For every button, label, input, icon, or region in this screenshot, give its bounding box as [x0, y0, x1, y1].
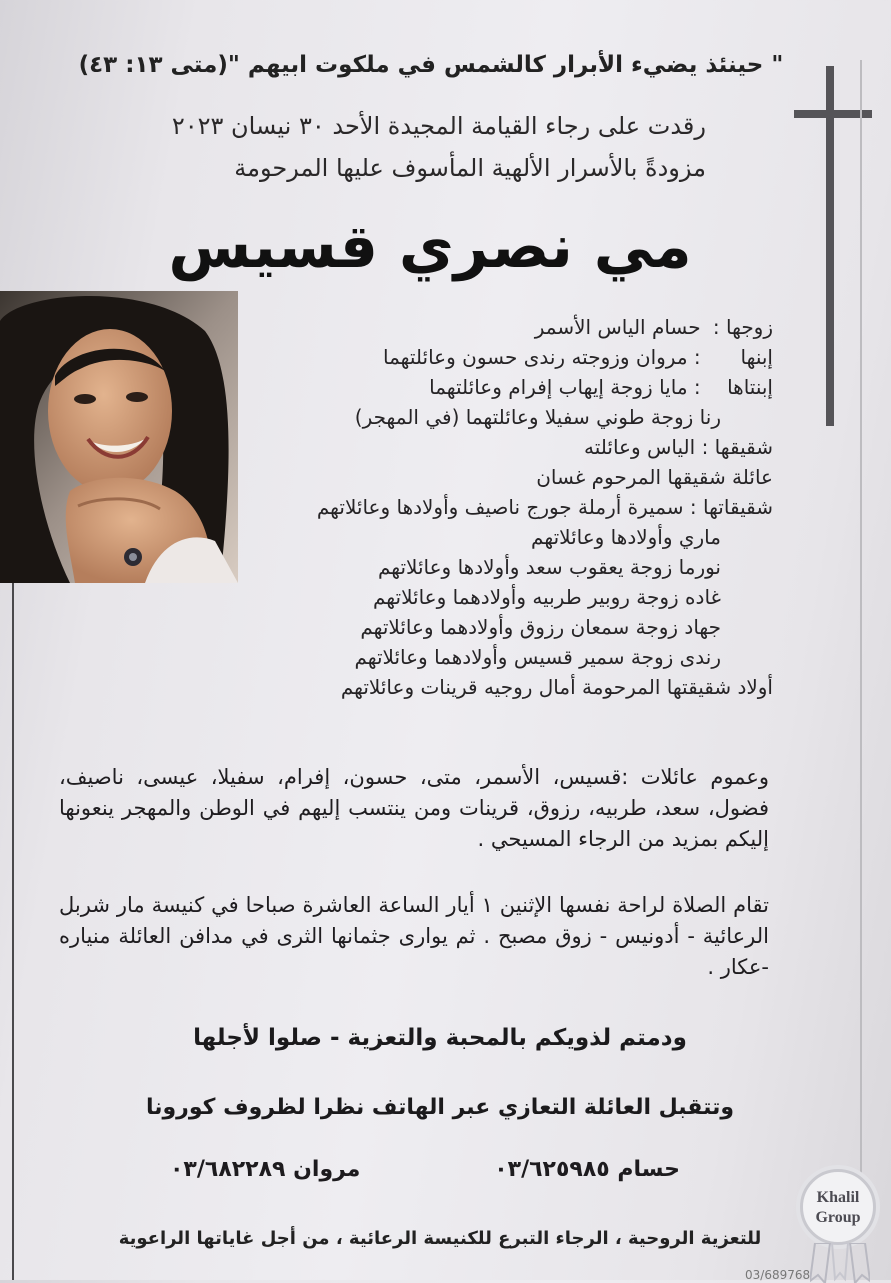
son-name: : مروان وزوجته رندى حسون وعائلتهما: [382, 345, 701, 369]
khalil-group-seal: [796, 1165, 891, 1280]
families-paragraph: وعموم عائلات :قسيس، الأسمر، متى، حسون، إفرام، سفيلا، عيسى، ناصيف، فضول، سعد، طربيه، رزوق، قرينات ومن ينتسب إليهم في الوطن والمهجر ينعونها إليكم بمزيد من الرجاء المسيحي .: [59, 765, 769, 851]
seal-line-2: Group: [815, 1209, 861, 1226]
son-label: إبنها: [740, 345, 773, 369]
intro-date-line: رقدت على رجاء القيامة المجيدة الأحد ٣٠ نيسان ٢٠٢٣: [171, 112, 706, 140]
sisters-label: شقيقاتها :: [689, 495, 773, 519]
family-row-sister-4: [317, 582, 721, 612]
family-row-late-sister-children: [317, 672, 773, 702]
sister-2: ماري وأولادها وعائلاتهم: [531, 525, 721, 549]
family-row-daughters: [317, 372, 773, 402]
sister-3: نورما زوجة يعقوب سعد وأولادها وعائلاتهم: [377, 555, 721, 579]
phone-condolences-line: وتتقبل العائلة التعازي عبر الهاتف نظرا لظروف كورونا: [145, 1095, 735, 1120]
family-row-sister-5: [317, 612, 721, 642]
family-row-brother-2: [317, 462, 773, 492]
daughter-1: : مايا زوجة إيهاب إفرام وعائلتهما: [429, 375, 701, 399]
brother-name: الياس وعائلته: [584, 435, 696, 459]
deceased-name: مي نصري قسيس: [168, 212, 692, 282]
late-brother: عائلة شقيقها المرحوم غسان: [536, 465, 773, 489]
sister-1: سميرة أرملة جورج ناصيف وأولادها وعائلاتهم: [316, 495, 684, 519]
seal-ribbon-icon: [810, 1243, 870, 1283]
sister-5: جهاد زوجة سمعان رزوق وأولادهما وعائلاتهم: [360, 615, 721, 639]
brother-label: شقيقها :: [701, 435, 773, 459]
phone-numbers: [150, 1157, 710, 1187]
donation-footer: للتعزية الروحية ، الرجاء التبرع للكنيسة الرعائية ، من أجل غاياتها الراعوية: [118, 1228, 762, 1249]
family-list: [317, 312, 773, 702]
husband-phone: حسام ٠٣/٦٢٥٩٨٥: [494, 1157, 680, 1182]
cross-icon: [826, 66, 834, 426]
sister-4: غاده زوجة روبير طربيه وأولادهما وعائلاتهم: [372, 585, 721, 609]
deceased-portrait-photo: [0, 291, 238, 583]
family-row-husband: [317, 312, 773, 342]
blessing-line: ودمتم لذويكم بالمحبة والتعزية - صلوا لأجلها: [193, 1025, 687, 1051]
husband-name: حسام الياس الأسمر: [534, 315, 701, 339]
sister-6: رندى زوجة سمير قسيس وأولادهما وعائلاتهم: [354, 645, 721, 669]
daughter-2: رنا زوجة طوني سفيلا وعائلتهما (في المهجر): [354, 405, 721, 429]
right-border-line: [860, 60, 862, 1240]
intro-sacraments-line: مزودةً بالأسرار الألهية المأسوف عليها المرحومة: [234, 154, 706, 182]
family-row-sisters: [317, 492, 773, 522]
family-row-sister-6: [317, 642, 721, 672]
daughters-label: إبنتاها: [727, 375, 773, 399]
bible-verse: " حينئذ يضيء الأبرار كالشمس في ملكوت ابيهم "(متى ١٣: ٤٣): [78, 52, 784, 78]
family-row-sister-3: [317, 552, 721, 582]
family-row-son: [317, 342, 773, 372]
family-row-sister-2: [317, 522, 721, 552]
corner-number: 03/689768: [745, 1268, 811, 1282]
son-phone: مروان ٠٣/٦٨٢٢٨٩: [170, 1157, 361, 1182]
late-sister-children: أولاد شقيقتها المرحومة أمال روجيه قرينات وعائلاتهم: [340, 675, 773, 699]
seal-badge: [800, 1169, 876, 1245]
seal-line-1: Khalil: [816, 1189, 860, 1206]
prayer-paragraph: تقام الصلاة لراحة نفسها الإثنين ١ أيار الساعة العاشرة صباحا في كنيسة مار شربل الرعائية - أدونيس - زوق مصبح . ثم يوارى جثمانها الثرى في مدافن العائلة منياره -عكار .: [59, 893, 769, 979]
family-row-brother: [317, 432, 773, 462]
family-row-daughter-2: [317, 402, 721, 432]
husband-label: زوجها :: [712, 315, 773, 339]
left-border-line: [12, 580, 14, 1280]
portrait-illustration: [0, 291, 238, 583]
